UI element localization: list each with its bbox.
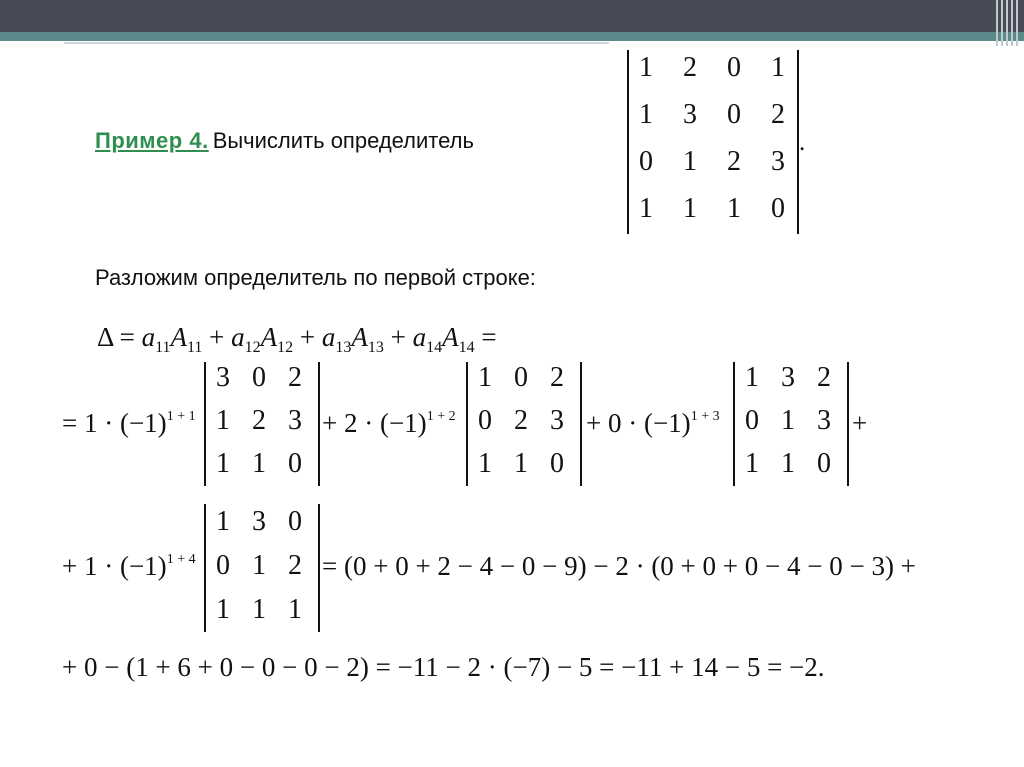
matrix-cell: 1 bbox=[781, 405, 795, 436]
example-heading bbox=[95, 128, 474, 154]
matrix-cell: 1 bbox=[252, 550, 266, 581]
matrix-cell: 1 bbox=[252, 448, 266, 479]
matrix-cell: 2 bbox=[252, 405, 266, 436]
matrix-cell: 2 bbox=[288, 550, 302, 581]
delta-symbol: Δ bbox=[97, 322, 113, 352]
matrix-cell: 1 bbox=[639, 52, 653, 83]
example-task: Вычислить определитель bbox=[212, 128, 474, 153]
matrix-cell: 3 bbox=[781, 362, 795, 393]
matrix-cell: 1 bbox=[639, 99, 653, 130]
main-determinant bbox=[627, 50, 799, 234]
matrix-cell: 0 bbox=[514, 362, 528, 393]
term-1-coefficient: = $1 \cdot (-1)^{1 + 1}$ bbox=[62, 408, 196, 438]
matrix-cell: 3 bbox=[216, 362, 230, 393]
matrix-cell: 1 bbox=[745, 448, 759, 479]
matrix-cell: 3 bbox=[252, 506, 266, 537]
matrix-cell: 3 bbox=[550, 405, 564, 436]
matrix-cell: 2 bbox=[771, 99, 785, 130]
equals-sign: = bbox=[119, 322, 135, 352]
title-period: . bbox=[799, 129, 806, 156]
matrix-cell: 1 bbox=[683, 146, 697, 177]
term-4-coefficient: + $1 \cdot (-1)^{1 + 4}$ bbox=[62, 551, 196, 581]
matrix-cell: 1 bbox=[771, 52, 785, 83]
minor-1 bbox=[204, 362, 320, 486]
matrix-cell: 2 bbox=[683, 52, 697, 83]
expansion-term: $a_{13}A_{13}$ bbox=[321, 322, 384, 356]
matrix-cell: 1 bbox=[216, 448, 230, 479]
matrix-cell: 1 bbox=[514, 448, 528, 479]
matrix-cell: 3 bbox=[817, 405, 831, 436]
row2-result: = (0 + 0 + 2 − 4 − 0 − 9) − 2 · (0 + 0 + 0 − 4 − 0 − 3) + bbox=[322, 551, 916, 581]
matrix-cell: 1 bbox=[478, 448, 492, 479]
matrix-cell: 1 bbox=[478, 362, 492, 393]
matrix-cell: 1 bbox=[727, 193, 741, 224]
subtitle: Разложим определитель по первой строке: bbox=[95, 265, 536, 290]
matrix-cell: 1 bbox=[639, 193, 653, 224]
matrix-cell: 0 bbox=[771, 193, 785, 224]
matrix-cell: 1 bbox=[683, 193, 697, 224]
matrix-cell: 1 bbox=[216, 594, 230, 625]
matrix-cell: 0 bbox=[478, 405, 492, 436]
matrix-cell: 0 bbox=[639, 146, 653, 177]
example-link[interactable]: Пример 4. bbox=[95, 128, 209, 153]
top-underline bbox=[64, 42, 609, 44]
expansion-term: $a_{12}A_{12}$ bbox=[231, 322, 294, 356]
matrix-cell: 2 bbox=[550, 362, 564, 393]
minor-3 bbox=[733, 362, 849, 486]
matrix-cell: 2 bbox=[817, 362, 831, 393]
row1-plus: + bbox=[852, 408, 868, 438]
expansion-equals: = bbox=[481, 322, 497, 352]
matrix-cell: 3 bbox=[771, 146, 785, 177]
matrix-cell: 0 bbox=[727, 99, 741, 130]
matrix-cell: 0 bbox=[288, 506, 302, 537]
matrix-cell: 1 bbox=[781, 448, 795, 479]
expansion-term: $a_{11}A_{11}$ bbox=[141, 322, 203, 356]
expansion-formula: $\Delta = a_{11}A_{11} + a_{12}A_{12} + a_{13}A_{13} + a_{14}A_{14}$ = bbox=[97, 322, 497, 356]
matrix-cell: 1 bbox=[745, 362, 759, 393]
minor-4 bbox=[204, 504, 320, 632]
matrix-cell: 0 bbox=[745, 405, 759, 436]
matrix-cell: 3 bbox=[683, 99, 697, 130]
matrix-cell: 0 bbox=[288, 448, 302, 479]
matrix-cell: 1 bbox=[288, 594, 302, 625]
matrix-cell: 0 bbox=[550, 448, 564, 479]
expansion-term: $a_{14}A_{14}$ bbox=[412, 322, 475, 356]
matrix-cell: 2 bbox=[288, 362, 302, 393]
matrix-cell: 0 bbox=[727, 52, 741, 83]
term-2-coefficient: + $2 \cdot (-1)^{1 + 2}$ bbox=[322, 408, 456, 438]
top-stripe bbox=[0, 32, 1024, 41]
minor-2 bbox=[466, 362, 582, 486]
final-result: + 0 − (1 + 6 + 0 − 0 − 0 − 2) = −11 − 2 · (−7) − 5 = −11 + 14 − 5 = −2. bbox=[62, 652, 825, 682]
matrix-cell: 1 bbox=[216, 405, 230, 436]
matrix-cell: 0 bbox=[252, 362, 266, 393]
matrix-cell: 1 bbox=[252, 594, 266, 625]
corner-stripes bbox=[996, 0, 1024, 46]
matrix-cell: 3 bbox=[288, 405, 302, 436]
matrix-cell: 2 bbox=[727, 146, 741, 177]
term-3-coefficient: + $0 \cdot (-1)^{1 + 3}$ bbox=[586, 408, 720, 438]
matrix-cell: 0 bbox=[817, 448, 831, 479]
matrix-cell: 1 bbox=[216, 506, 230, 537]
matrix-cell: 2 bbox=[514, 405, 528, 436]
matrix-cell: 0 bbox=[216, 550, 230, 581]
top-bar bbox=[0, 0, 1024, 32]
